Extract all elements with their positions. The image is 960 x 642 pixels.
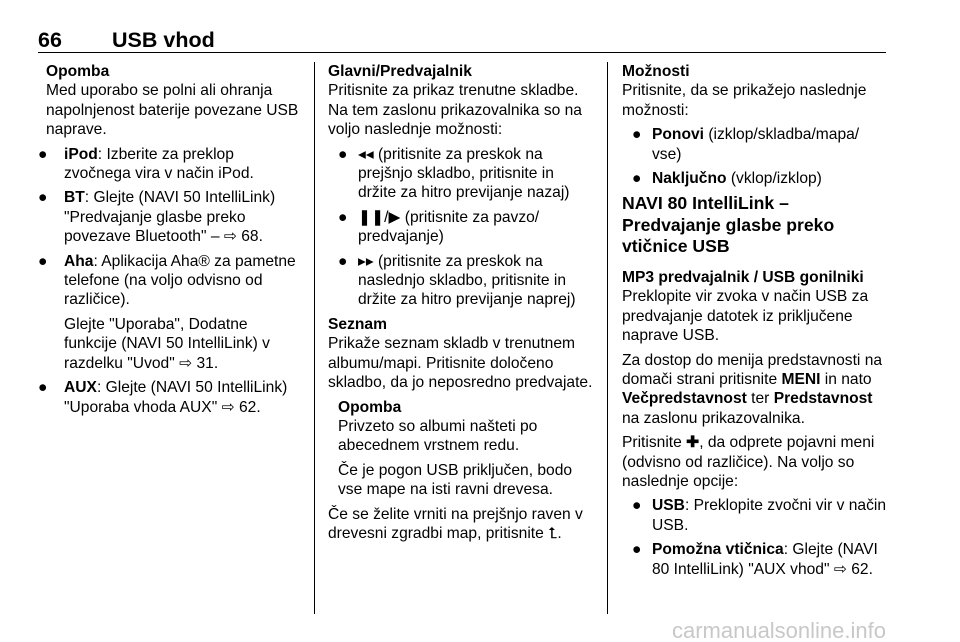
note-block — [38, 62, 302, 140]
player-controls-list — [328, 145, 596, 310]
list-item: ● ❚❚/▶ (pritisnite za pavzo/ predvajanje) — [338, 208, 540, 246]
list-item: ● Pomožna vtičnica: Glejte (NAVI 80 IntelliLink) "AUX vhod" ⇨ 62. — [632, 541, 878, 578]
popup-options-list — [622, 496, 892, 579]
list-item: ● ▸▸ (pritisnite za preskok na naslednjo skladbo, pritisnite in držite za hitro previjanje naprej) — [338, 252, 576, 309]
page-header — [38, 27, 215, 53]
column-divider-2 — [607, 62, 608, 614]
list-item: ● Aha: Aplikacija Aha® za pametne telefone (na voljo odvisno od različice). Glejte "Uporaba", Dodatne funkcije (NAVI 50 IntelliLink) v razdelku "Uvod" ⇨ 31. — [38, 252, 302, 373]
note-title: Opomba — [338, 398, 402, 416]
bullet-icon: ● — [632, 170, 642, 188]
note-text: Med uporabo se polni ali ohranja napolnjenost baterije povezane USB naprave. — [46, 82, 299, 139]
options-list — [622, 125, 892, 188]
bullet-icon: ● — [38, 379, 48, 397]
section-title: Možnosti — [622, 63, 690, 80]
list-item: ● AUX: Glejte (NAVI 50 IntelliLink) "Uporaba vhoda AUX" ⇨ 62. — [38, 379, 288, 416]
bullet-icon: ● — [338, 145, 348, 163]
section-title: Glavni/Predvajalnik — [328, 63, 472, 80]
page-number: 66 — [38, 28, 62, 52]
list-item: ● USB: Preklopite zvočni vir v način USB. — [632, 497, 887, 534]
column-2 — [328, 62, 596, 548]
bullet-icon: ● — [632, 126, 642, 144]
paragraph: Za dostop do menija predstavnosti na domači strani pritisnite MENI in nato Večpredstavnost ter Predstavnost na zaslonu prikazovalnika. — [622, 351, 883, 427]
bullet-icon: ● — [38, 145, 48, 163]
list-item: ● Naključno (vklop/izklop) — [632, 170, 822, 188]
subheading: MP3 predvajalnik / USB gonilniki — [622, 268, 864, 286]
paragraph: Pritisnite ✚, da odprete pojavni meni (odvisno od različice). Na voljo so naslednje opcije: — [622, 434, 875, 490]
column-1 — [38, 62, 302, 422]
play-pause-icon: ❚❚/▶ — [358, 208, 401, 226]
bullet-icon: ● — [338, 252, 348, 270]
note-text: Privzeto so albumi našteti po abecednem vrstnem redu. — [338, 417, 538, 455]
section-heading: NAVI 80 IntelliLink – Predvajanje glasbe preko vtičnice USB — [622, 193, 835, 257]
bullet-icon: ● — [338, 208, 348, 226]
list-item: ● iPod: Izberite za preklop zvočnega vira v način iPod. — [38, 145, 254, 183]
section-text: Prikaže seznam skladb v trenutnem albumu/mapi. Pritisnite določeno skladbo, da jo neposredno predvajate. — [328, 335, 593, 392]
list-item: ● Ponovi (izklop/skladba/mapa/ vse) — [632, 126, 860, 163]
list-item-extra: Glejte "Uporaba", Dodatne funkcije (NAVI 50 IntelliLink) v razdelku "Uvod" ⇨ 31. — [64, 315, 270, 372]
paragraph: Če se želite vrniti na prejšnjo raven v drevesni zgradbi map, pritisnite ⮤. — [328, 505, 583, 542]
section-title: Seznam — [328, 315, 387, 333]
bullet-icon: ● — [632, 497, 642, 515]
plus-icon: ✚ — [686, 434, 700, 452]
column-3 — [622, 62, 892, 584]
source-list — [38, 145, 302, 417]
section-text: Pritisnite za prikaz trenutne skladbe. Na tem zaslonu prikazovalnika so na voljo naslednje možnosti: — [328, 82, 582, 139]
bullet-icon: ● — [632, 541, 642, 559]
note-text: Če je pogon USB priključen, bodo vse mape na isti ravni drevesa. — [338, 461, 573, 499]
list-item: ● ◂◂ (pritisnite za preskok na prejšnjo skladbo, pritisnite in držite za hitro previjanje nazaj) — [338, 145, 570, 202]
bullet-icon: ● — [38, 252, 48, 270]
header-divider — [38, 52, 886, 53]
watermark: carmanualsonline.info — [671, 617, 886, 642]
page-title: USB vhod — [112, 28, 215, 52]
column-divider-1 — [314, 62, 315, 614]
rewind-icon: ◂◂ — [358, 145, 374, 163]
note-block — [328, 398, 596, 500]
fast-forward-icon: ▸▸ — [358, 252, 374, 270]
note-title: Opomba — [46, 63, 110, 80]
paragraph: Preklopite vir zvoka v način USB za predvajanje datotek iz priključene naprave USB. — [622, 288, 869, 345]
bullet-icon: ● — [38, 189, 48, 207]
section-text: Pritisnite, da se prikažejo naslednje možnosti: — [622, 82, 867, 119]
list-item: ● BT: Glejte (NAVI 50 IntelliLink) "Predvajanje glasbe preko povezave Bluetooth" – ⇨ 68. — [38, 189, 276, 246]
